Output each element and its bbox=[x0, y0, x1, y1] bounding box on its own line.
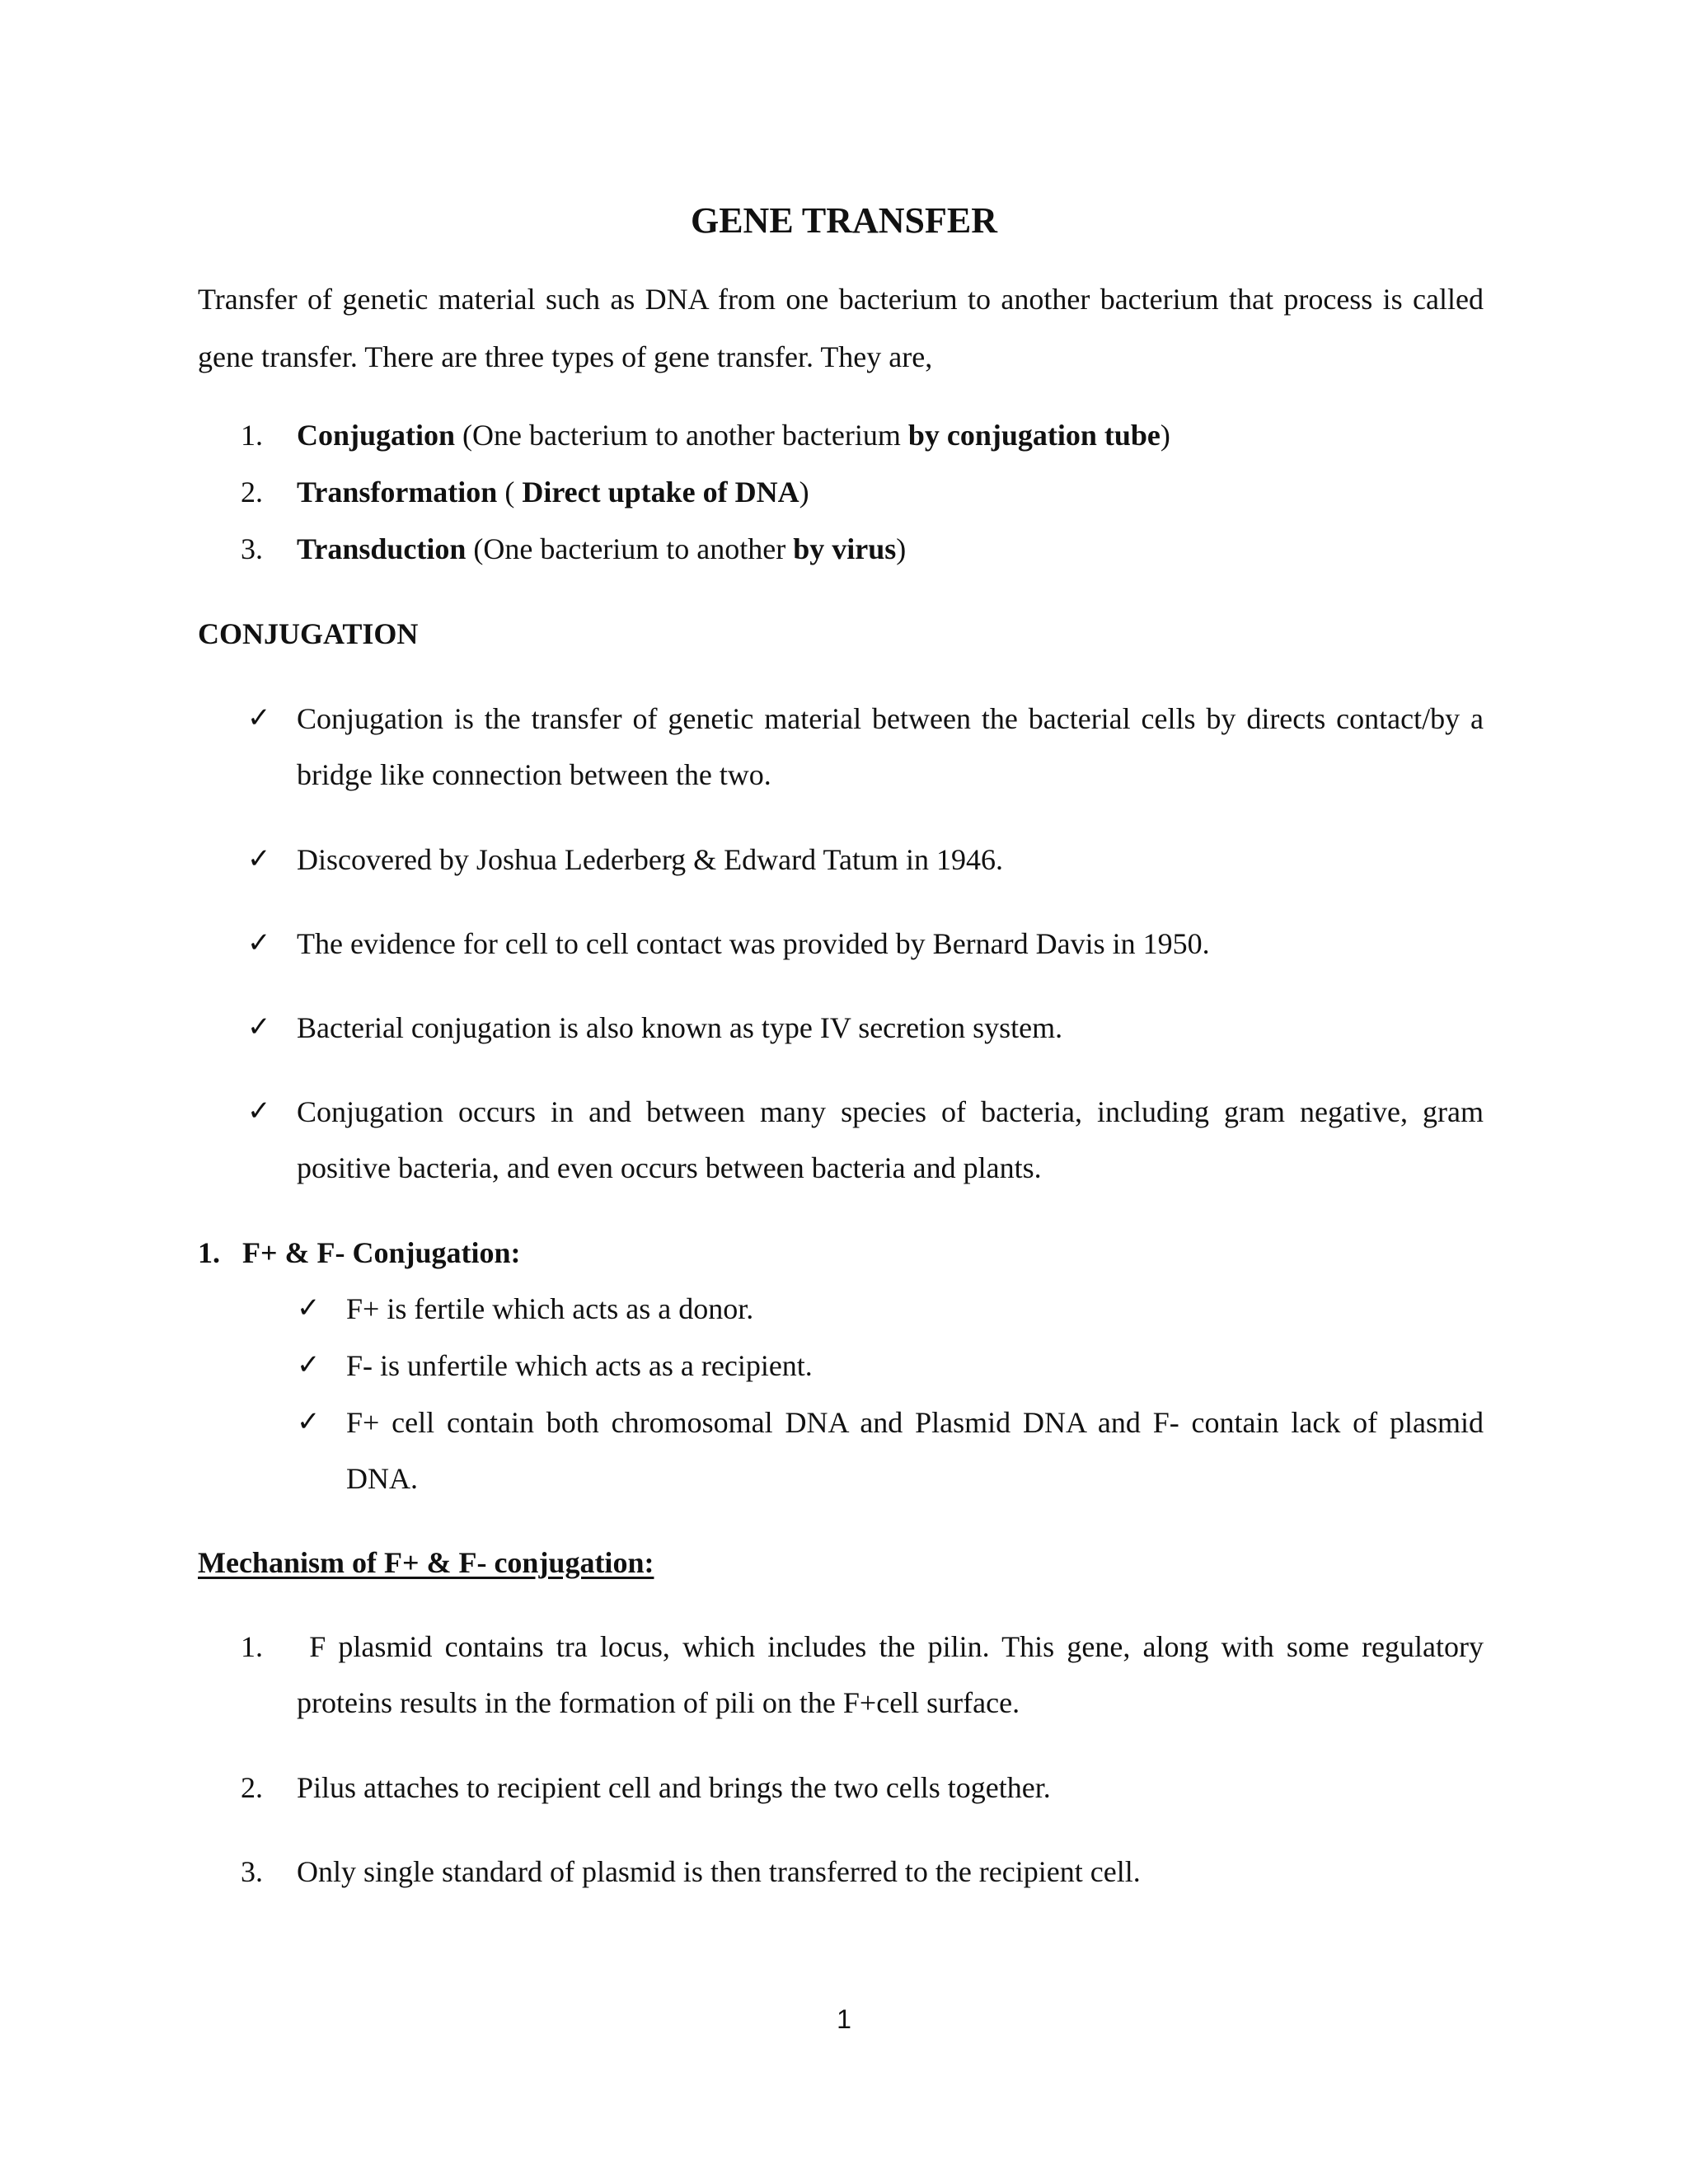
emphasis: Direct uptake of DNA bbox=[522, 476, 799, 509]
term: Conjugation bbox=[297, 419, 456, 452]
checkmark-icon: ✓ bbox=[247, 844, 271, 874]
intro-paragraph: Transfer of genetic material such as DNA from one bacterium to another bacterium that process is called gene transfer. There are three types of gene transfer. They are, bbox=[198, 283, 1484, 373]
checkmark-icon: ✓ bbox=[297, 1407, 321, 1437]
list-number: 2. bbox=[241, 476, 263, 509]
bullet-text: F+ is fertile which acts as a donor. bbox=[346, 1292, 754, 1325]
description: (One bacterium to another bacterium bbox=[455, 419, 908, 452]
checkmark-icon: ✓ bbox=[247, 928, 271, 958]
description: ( bbox=[497, 476, 523, 509]
list-item-text bbox=[297, 407, 1484, 463]
close-paren: ) bbox=[799, 476, 809, 509]
bullet-text: Conjugation is the transfer of genetic material between the bacterial cells by directs contact/by a bridge like connection between the two. bbox=[297, 702, 1484, 791]
checkmark-icon: ✓ bbox=[247, 1096, 271, 1127]
close-paren: ) bbox=[896, 532, 907, 565]
section-heading-fplus-fminus: 1. F+ & F- Conjugation: bbox=[198, 1236, 521, 1269]
step-number: 3. bbox=[241, 1855, 263, 1888]
step-text: Only single standard of plasmid is then transferred to the recipient cell. bbox=[297, 1855, 1141, 1888]
step-number: 1. bbox=[241, 1630, 263, 1663]
step-text: Pilus attaches to recipient cell and brings the two cells together. bbox=[297, 1771, 1051, 1804]
list-item-text bbox=[297, 521, 1484, 577]
page-number: 1 bbox=[837, 2004, 851, 2034]
checkmark-icon: ✓ bbox=[297, 1293, 321, 1324]
term: Transformation bbox=[297, 476, 498, 509]
bullet-text: F- is unfertile which acts as a recipient. bbox=[346, 1349, 813, 1382]
term: Transduction bbox=[297, 532, 467, 565]
list-number: 3. bbox=[241, 532, 263, 565]
emphasis: by virus bbox=[793, 532, 897, 565]
bullet-text: The evidence for cell to cell contact was provided by Bernard Davis in 1950. bbox=[297, 927, 1210, 960]
checkmark-icon: ✓ bbox=[247, 1012, 271, 1043]
checkmark-icon: ✓ bbox=[247, 703, 271, 733]
bullet-text: Bacterial conjugation is also known as type IV secretion system. bbox=[297, 1011, 1063, 1044]
bullet-text: F+ cell contain both chromosomal DNA and Plasmid DNA and F- contain lack of plasmid DNA. bbox=[346, 1406, 1484, 1495]
close-paren: ) bbox=[1160, 419, 1170, 452]
checkmark-icon: ✓ bbox=[297, 1350, 321, 1380]
section-heading-mechanism: Mechanism of F+ & F- conjugation: bbox=[198, 1546, 654, 1579]
list-item-text bbox=[297, 464, 1484, 520]
description: (One bacterium to another bbox=[466, 532, 794, 565]
list-number: 1. bbox=[241, 419, 263, 452]
bullet-text: Conjugation occurs in and between many species of bacteria, including gram negative, gram positive bacteria, and even occurs between bacteria and plants. bbox=[297, 1095, 1484, 1184]
bullet-text: Discovered by Joshua Lederberg & Edward Tatum in 1946. bbox=[297, 843, 1003, 876]
section-heading-conjugation: CONJUGATION bbox=[198, 617, 419, 650]
page-title: GENE TRANSFER bbox=[690, 200, 998, 241]
emphasis: by conjugation tube bbox=[907, 419, 1160, 452]
step-text: F plasmid contains tra locus, which includes the pilin. This gene, along with some regulatory proteins results in the formation of pili on the F+cell surface. bbox=[297, 1630, 1492, 1719]
step-number: 2. bbox=[241, 1771, 263, 1804]
